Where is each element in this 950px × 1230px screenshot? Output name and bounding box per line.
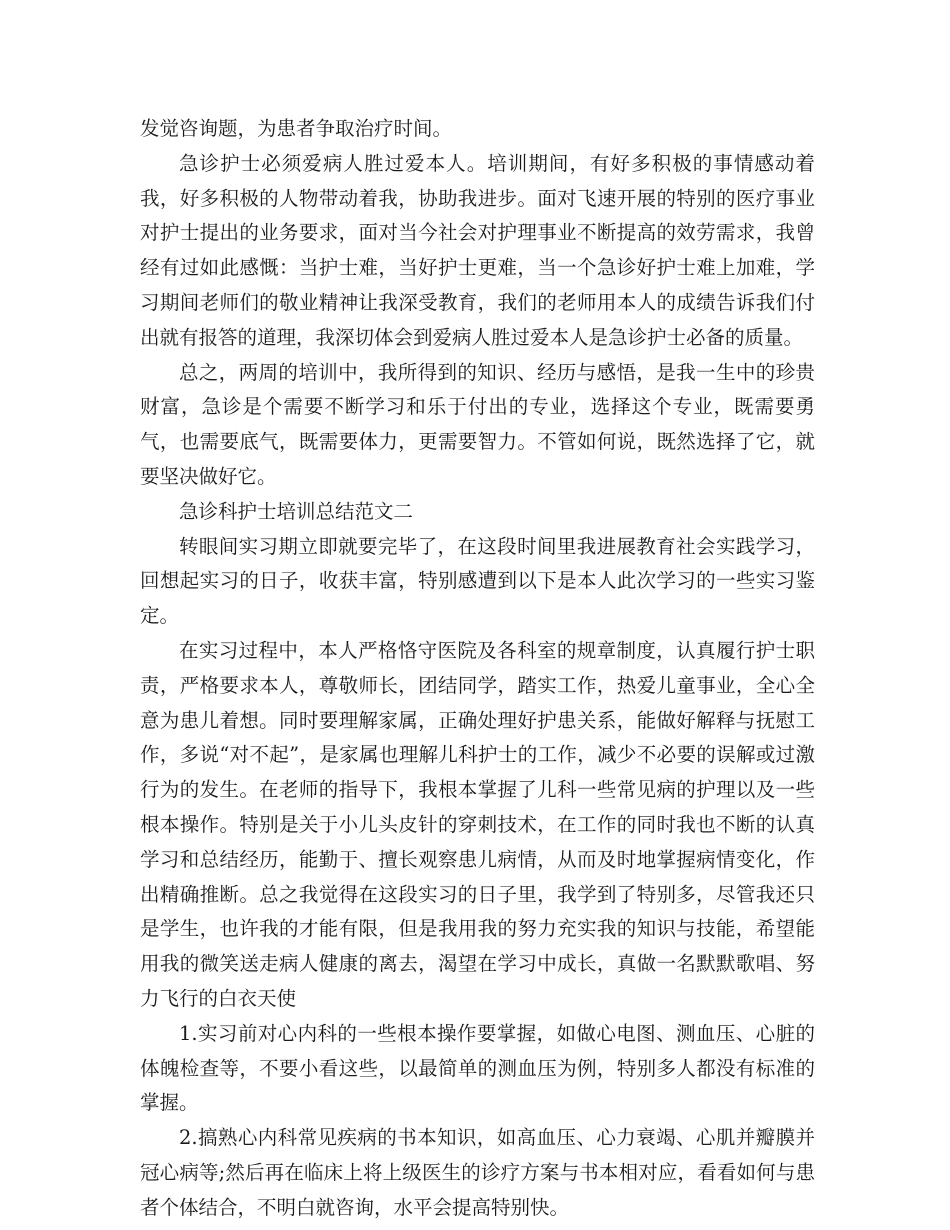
document-body [140,112,815,1226]
paragraph-love-patients: 急诊护士必须爱病人胜过爱本人。培训期间，有好多积极的事情感动着我，好多积极的人物带动着我，协助我进步。面对飞速开展的特别的医疗事业对护士提出的业务要求，面对当今社会对护理事业不断提高的效劳需求，我曾经有过如此感慨：当护士难，当好护士更难，当一个急诊好护士难上加难，学习期间老师们的敬业精神让我深受教育，我们的老师用本人的成绩告诉我们付出就有报答的道理，我深切体会到爱病人胜过爱本人是急诊护士必备的质量。 [140,151,815,349]
paragraph-summary: 总之，两周的培训中，我所得到的知识、经历与感悟，是我一生中的珍贵财富，急诊是个需要不断学习和乐于付出的专业，选择这个专业，既需要勇气，也需要底气，既需要体力，更需要智力。不管如何说，既然选择了它，就要坚决做好它。 [140,360,815,488]
paragraph-internship-intro: 转眼间实习期立即就要完毕了，在这段时间里我进展教育社会实践学习，回想起实习的日子，收获丰富，特别感遭到以下是本人此次学习的一些实习鉴定。 [140,534,815,628]
section-heading: 急诊科护士培训总结范文二 [179,499,414,523]
paragraph-internship-process: 在实习过程中，本人严格恪守医院及各科室的规章制度，认真履行护士职责，严格要求本人，尊敬师长，团结同学，踏实工作，热爱儿童事业，全心全意为患儿着想。同时要理解家属，正确处理好护患关系，能做好解释与抚慰工作，多说“对不起”，是家属也理解儿科护士的工作，减少不必要的误解或过激行为的发生。在老师的指导下，我根本掌握了儿科一些常见病的护理以及一些根本操作。特别是关于小儿头皮针的穿刺技术，在工作的同时我也不断的认真学习和总结经历，能勤于、擅长观察患儿病情，从而及时地掌握病情变化，作出精确推断。总之我觉得在这段实习的日子里，我学到了特别多，尽管我还只是学生，也许我的才能有限，但是我用我的努力充实我的知识与技能，希望能用我的微笑送走病人健康的离去，渴望在学习中成长，真做一名默默歌唱、努力飞行的白衣天使 [140,638,815,1010]
list-item-1: 1.实习前对心内科的一些根本操作要掌握，如做心电图、测血压、心脏的体魄检查等，不要小看这些，以最简单的测血压为例，特别多人都没有标准的掌握。 [140,1021,815,1115]
list-item-2: 2.搞熟心内科常见疾病的书本知识，如高血压、心力衰竭、心肌并瓣膜并冠心病等;然后再在临床上将上级医生的诊疗方案与书本相对应，看看如何与患者个体结合，不明白就咨询，水平会提高特别快。 [140,1126,815,1219]
paragraph-continuation: 发觉咨询题，为患者争取治疗时间。 [140,117,453,140]
